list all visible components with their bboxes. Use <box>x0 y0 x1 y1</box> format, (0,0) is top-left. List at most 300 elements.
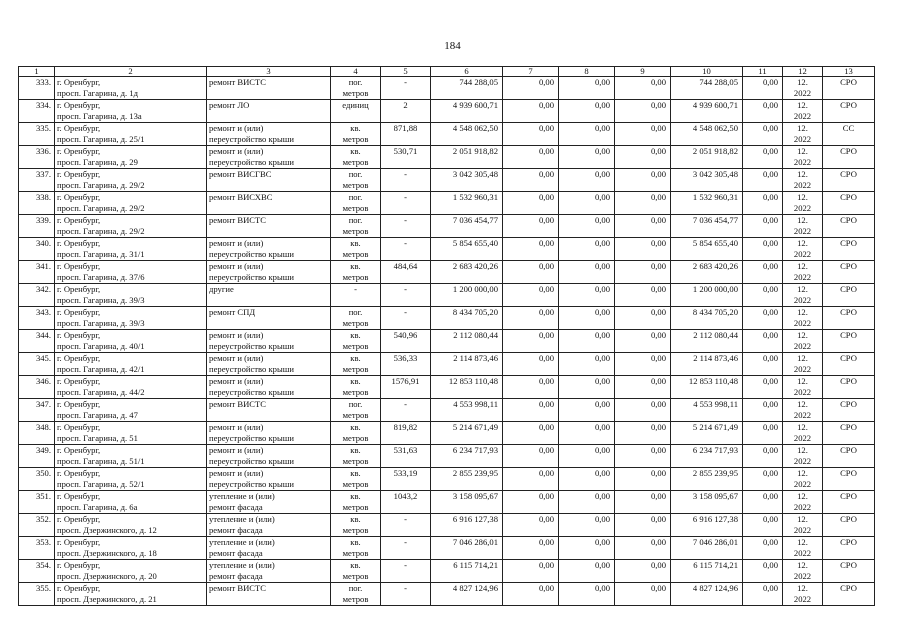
col7-cell <box>503 169 559 192</box>
work-type-line2: переустройство крыши <box>209 433 294 443</box>
unit-line1: - <box>354 284 357 294</box>
row-number-text: 355. <box>35 583 51 593</box>
col7-value: 0,00 <box>538 514 554 524</box>
address-street: просп. Дзержинского, д. 21 <box>57 594 157 604</box>
col7-value: 0,00 <box>538 491 554 501</box>
address-street: просп. Гагарина, д. 44/2 <box>57 387 145 397</box>
row-number-text: 340. <box>35 238 51 248</box>
col11-cell <box>743 215 783 238</box>
unit-line2: метров <box>342 525 369 535</box>
col7-cell <box>503 422 559 445</box>
address-cell <box>55 422 207 445</box>
funding-source-value: СС <box>842 123 855 133</box>
funding-source-cell <box>823 422 875 445</box>
deadline-month: 12. <box>797 307 808 317</box>
funding-source-cell <box>823 146 875 169</box>
col11-cell <box>743 192 783 215</box>
col11-value: 0,00 <box>762 491 778 501</box>
col8-value: 0,00 <box>594 307 610 317</box>
deadline-month: 12. <box>797 514 808 524</box>
column-header-7: 7 <box>503 67 559 77</box>
unit-cell <box>331 514 381 537</box>
quantity-cell <box>381 353 431 376</box>
work-type-line2: ремонт фасада <box>209 525 263 535</box>
row-number-text: 353. <box>35 537 51 547</box>
deadline-year: 2022 <box>793 525 812 535</box>
col10-value: 744 288,05 <box>699 77 738 87</box>
address-street: просп. Гагарина, д. 42/1 <box>57 364 145 374</box>
total-cost-cell <box>431 215 503 238</box>
unit-line2: метров <box>342 479 369 489</box>
deadline-month: 12. <box>797 583 808 593</box>
deadline-cell <box>783 146 823 169</box>
table-row <box>19 514 875 537</box>
col7-value: 0,00 <box>538 192 554 202</box>
unit-cell <box>331 77 381 100</box>
col9-value: 0,00 <box>650 261 666 271</box>
row-number-text: 345. <box>35 353 51 363</box>
quantity-value: - <box>404 537 407 547</box>
work-type-line1: утепление и (или) <box>209 537 275 547</box>
unit-cell <box>331 422 381 445</box>
quantity-cell <box>381 330 431 353</box>
col10-value: 2 683 420,26 <box>692 261 738 271</box>
col7-cell <box>503 445 559 468</box>
funding-source-value: СРО <box>840 77 857 87</box>
unit-line2: метров <box>342 410 369 420</box>
address-city: г. Оренбург, <box>57 307 101 317</box>
row-number-text: 338. <box>35 192 51 202</box>
quantity-value: - <box>404 238 407 248</box>
quantity-cell <box>381 537 431 560</box>
address-cell <box>55 468 207 491</box>
col10-cell <box>671 100 743 123</box>
funding-source-value: СРО <box>840 537 857 547</box>
funding-source-cell <box>823 307 875 330</box>
deadline-cell <box>783 376 823 399</box>
table-row <box>19 238 875 261</box>
quantity-cell <box>381 560 431 583</box>
deadline-cell <box>783 123 823 146</box>
work-type-cell <box>207 399 331 422</box>
deadline-cell <box>783 353 823 376</box>
unit-line2: метров <box>342 88 369 98</box>
col8-value: 0,00 <box>594 100 610 110</box>
row-number-text: 336. <box>35 146 51 156</box>
quantity-value: - <box>404 307 407 317</box>
repair-program-table <box>18 66 875 606</box>
quantity-cell <box>381 77 431 100</box>
col9-cell <box>615 100 671 123</box>
col11-value: 0,00 <box>762 307 778 317</box>
col10-cell <box>671 215 743 238</box>
address-cell <box>55 100 207 123</box>
col8-value: 0,00 <box>594 491 610 501</box>
unit-cell <box>331 583 381 606</box>
col10-cell <box>671 422 743 445</box>
col10-cell <box>671 123 743 146</box>
col8-cell <box>559 399 615 422</box>
col11-cell <box>743 261 783 284</box>
row-number <box>19 376 55 399</box>
address-city: г. Оренбург, <box>57 123 101 133</box>
col10-value: 2 051 918,82 <box>692 146 738 156</box>
col10-value: 5 854 655,40 <box>692 238 738 248</box>
col11-value: 0,00 <box>762 261 778 271</box>
col7-cell <box>503 468 559 491</box>
col7-value: 0,00 <box>538 100 554 110</box>
total-cost-value: 6 916 127,38 <box>452 514 498 524</box>
unit-cell <box>331 468 381 491</box>
col9-cell <box>615 169 671 192</box>
unit-cell <box>331 307 381 330</box>
unit-line1: кв. <box>350 445 361 455</box>
quantity-cell <box>381 491 431 514</box>
deadline-year: 2022 <box>793 341 812 351</box>
col7-cell <box>503 583 559 606</box>
col9-cell <box>615 307 671 330</box>
unit-cell <box>331 123 381 146</box>
deadline-month: 12. <box>797 146 808 156</box>
col7-cell <box>503 353 559 376</box>
col9-cell <box>615 583 671 606</box>
unit-cell <box>331 238 381 261</box>
deadline-cell <box>783 307 823 330</box>
quantity-value: 1043,2 <box>393 491 418 501</box>
col9-value: 0,00 <box>650 537 666 547</box>
address-street: просп. Гагарина, д. 51/1 <box>57 456 145 466</box>
col7-cell <box>503 491 559 514</box>
col10-cell <box>671 307 743 330</box>
row-number <box>19 146 55 169</box>
total-cost-value: 1 532 960,31 <box>452 192 498 202</box>
col10-cell <box>671 353 743 376</box>
row-number <box>19 238 55 261</box>
deadline-year: 2022 <box>793 387 812 397</box>
col10-value: 2 114 873,46 <box>693 353 738 363</box>
col7-value: 0,00 <box>538 330 554 340</box>
work-type-cell <box>207 146 331 169</box>
funding-source-value: СРО <box>840 330 857 340</box>
row-number-text: 337. <box>35 169 51 179</box>
table-row <box>19 330 875 353</box>
work-type-line1: ремонт ЛО <box>209 100 250 110</box>
deadline-month: 12. <box>797 445 808 455</box>
address-cell <box>55 583 207 606</box>
column-header-6: 6 <box>431 67 503 77</box>
address-city: г. Оренбург, <box>57 261 101 271</box>
deadline-year: 2022 <box>793 180 812 190</box>
row-number <box>19 330 55 353</box>
total-cost-cell <box>431 514 503 537</box>
col8-value: 0,00 <box>594 169 610 179</box>
quantity-value: 819,82 <box>393 422 418 432</box>
work-type-line1: другие <box>209 284 234 294</box>
col9-value: 0,00 <box>650 307 666 317</box>
col8-cell <box>559 146 615 169</box>
address-street: просп. Гагарина, д. 25/1 <box>57 134 145 144</box>
col10-cell <box>671 238 743 261</box>
table-row <box>19 192 875 215</box>
col11-value: 0,00 <box>762 100 778 110</box>
col9-cell <box>615 146 671 169</box>
work-type-line1: ремонт и (или) <box>209 238 264 248</box>
col9-value: 0,00 <box>650 238 666 248</box>
col7-cell <box>503 307 559 330</box>
deadline-month: 12. <box>797 261 808 271</box>
col10-cell <box>671 560 743 583</box>
col8-value: 0,00 <box>594 261 610 271</box>
address-city: г. Оренбург, <box>57 215 101 225</box>
quantity-cell <box>381 146 431 169</box>
funding-source-value: СРО <box>840 445 857 455</box>
address-street: просп. Гагарина, д. 40/1 <box>57 341 145 351</box>
col8-cell <box>559 491 615 514</box>
deadline-year: 2022 <box>793 88 812 98</box>
col11-cell <box>743 376 783 399</box>
deadline-cell <box>783 399 823 422</box>
work-type-cell <box>207 215 331 238</box>
work-type-cell <box>207 422 331 445</box>
col10-cell <box>671 146 743 169</box>
work-type-line1: ремонт ВИСТС <box>209 399 267 409</box>
total-cost-value: 4 939 600,71 <box>452 100 498 110</box>
row-number-text: 348. <box>35 422 51 432</box>
col11-value: 0,00 <box>762 445 778 455</box>
funding-source-cell <box>823 238 875 261</box>
col11-cell <box>743 399 783 422</box>
row-number <box>19 514 55 537</box>
table-row <box>19 422 875 445</box>
col8-cell <box>559 468 615 491</box>
col8-value: 0,00 <box>594 376 610 386</box>
quantity-cell <box>381 215 431 238</box>
quantity-value: - <box>404 169 407 179</box>
unit-line2: метров <box>342 571 369 581</box>
row-number <box>19 583 55 606</box>
col7-cell <box>503 123 559 146</box>
unit-line1: кв. <box>350 537 361 547</box>
col8-cell <box>559 215 615 238</box>
unit-line1: кв. <box>350 238 361 248</box>
quantity-cell <box>381 169 431 192</box>
total-cost-cell <box>431 261 503 284</box>
quantity-value: - <box>404 192 407 202</box>
col9-value: 0,00 <box>650 560 666 570</box>
col9-value: 0,00 <box>650 353 666 363</box>
col8-cell <box>559 238 615 261</box>
col9-value: 0,00 <box>650 123 666 133</box>
col8-value: 0,00 <box>594 284 610 294</box>
quantity-cell <box>381 445 431 468</box>
col11-cell <box>743 445 783 468</box>
funding-source-value: СРО <box>840 376 857 386</box>
col10-cell <box>671 468 743 491</box>
total-cost-value: 2 051 918,82 <box>452 146 498 156</box>
col8-cell <box>559 422 615 445</box>
row-number-text: 354. <box>35 560 51 570</box>
total-cost-value: 3 042 305,48 <box>452 169 498 179</box>
address-city: г. Оренбург, <box>57 169 101 179</box>
row-number <box>19 169 55 192</box>
deadline-year: 2022 <box>793 203 812 213</box>
col10-value: 3 158 095,67 <box>692 491 738 501</box>
unit-line1: пог. <box>348 169 363 179</box>
deadline-cell <box>783 284 823 307</box>
column-header-11: 11 <box>743 67 783 77</box>
address-cell <box>55 330 207 353</box>
col10-cell <box>671 192 743 215</box>
unit-line1: пог. <box>348 583 363 593</box>
col9-value: 0,00 <box>650 399 666 409</box>
unit-line1: пог. <box>348 215 363 225</box>
funding-source-value: СРО <box>840 169 857 179</box>
col10-value: 1 532 960,31 <box>692 192 738 202</box>
table-row <box>19 100 875 123</box>
deadline-year: 2022 <box>793 226 812 236</box>
unit-line2: метров <box>342 548 369 558</box>
address-street: просп. Гагарина, д. 47 <box>57 410 138 420</box>
unit-cell <box>331 560 381 583</box>
col10-value: 4 939 600,71 <box>692 100 738 110</box>
col11-value: 0,00 <box>762 215 778 225</box>
col8-cell <box>559 330 615 353</box>
work-type-line1: ремонт и (или) <box>209 353 264 363</box>
address-city: г. Оренбург, <box>57 422 101 432</box>
unit-line1: пог. <box>348 77 363 87</box>
work-type-line1: ремонт и (или) <box>209 123 264 133</box>
address-cell <box>55 284 207 307</box>
funding-source-value: СРО <box>840 100 857 110</box>
col8-cell <box>559 123 615 146</box>
col9-value: 0,00 <box>650 445 666 455</box>
unit-line2: метров <box>342 594 369 604</box>
quantity-value: - <box>404 514 407 524</box>
col8-value: 0,00 <box>594 215 610 225</box>
total-cost-value: 6 234 717,93 <box>452 445 498 455</box>
work-type-line1: утепление и (или) <box>209 491 275 501</box>
work-type-line2: ремонт фасада <box>209 502 263 512</box>
column-header-5: 5 <box>381 67 431 77</box>
table-row <box>19 146 875 169</box>
address-street: просп. Гагарина, д. 29/2 <box>57 180 145 190</box>
deadline-cell <box>783 169 823 192</box>
col8-value: 0,00 <box>594 514 610 524</box>
funding-source-value: СРО <box>840 353 857 363</box>
funding-source-value: СРО <box>840 307 857 317</box>
unit-line1: кв. <box>350 376 361 386</box>
work-type-line2: переустройство крыши <box>209 341 294 351</box>
work-type-line2: ремонт фасада <box>209 571 263 581</box>
row-number-text: 347. <box>35 399 51 409</box>
deadline-cell <box>783 422 823 445</box>
col7-value: 0,00 <box>538 537 554 547</box>
work-type-line1: ремонт и (или) <box>209 376 264 386</box>
row-number <box>19 192 55 215</box>
unit-cell <box>331 215 381 238</box>
col10-value: 3 042 305,48 <box>692 169 738 179</box>
work-type-cell <box>207 330 331 353</box>
col9-value: 0,00 <box>650 422 666 432</box>
quantity-value: 871,88 <box>393 123 418 133</box>
col11-value: 0,00 <box>762 376 778 386</box>
deadline-month: 12. <box>797 330 808 340</box>
col8-value: 0,00 <box>594 123 610 133</box>
address-city: г. Оренбург, <box>57 330 101 340</box>
deadline-year: 2022 <box>793 594 812 604</box>
row-number-text: 352. <box>35 514 51 524</box>
table-row <box>19 123 875 146</box>
address-city: г. Оренбург, <box>57 491 101 501</box>
total-cost-value: 7 046 286,01 <box>452 537 498 547</box>
col8-cell <box>559 261 615 284</box>
col9-value: 0,00 <box>650 192 666 202</box>
unit-cell <box>331 330 381 353</box>
col7-cell <box>503 215 559 238</box>
col9-value: 0,00 <box>650 77 666 87</box>
work-type-line1: утепление и (или) <box>209 514 275 524</box>
work-type-line1: ремонт и (или) <box>209 468 264 478</box>
deadline-month: 12. <box>797 399 808 409</box>
col8-value: 0,00 <box>594 238 610 248</box>
col10-value: 12 853 110,48 <box>688 376 738 386</box>
deadline-year: 2022 <box>793 295 812 305</box>
work-type-line2: переустройство крыши <box>209 456 294 466</box>
funding-source-cell <box>823 100 875 123</box>
work-type-line1: ремонт ВИСГВС <box>209 169 272 179</box>
col10-value: 2 112 080,44 <box>693 330 738 340</box>
address-cell <box>55 77 207 100</box>
total-cost-cell <box>431 100 503 123</box>
unit-line1: кв. <box>350 491 361 501</box>
unit-line1: кв. <box>350 353 361 363</box>
total-cost-cell <box>431 468 503 491</box>
funding-source-value: СРО <box>840 215 857 225</box>
address-street: просп. Гагарина, д. 51 <box>57 433 138 443</box>
col10-cell <box>671 399 743 422</box>
total-cost-value: 8 434 705,20 <box>452 307 498 317</box>
funding-source-cell <box>823 353 875 376</box>
funding-source-cell <box>823 192 875 215</box>
col7-cell <box>503 192 559 215</box>
deadline-year: 2022 <box>793 364 812 374</box>
total-cost-cell <box>431 238 503 261</box>
work-type-cell <box>207 445 331 468</box>
col8-value: 0,00 <box>594 146 610 156</box>
funding-source-value: СРО <box>840 468 857 478</box>
address-city: г. Оренбург, <box>57 560 101 570</box>
unit-cell <box>331 146 381 169</box>
work-type-cell <box>207 238 331 261</box>
unit-cell <box>331 353 381 376</box>
deadline-month: 12. <box>797 215 808 225</box>
total-cost-value: 1 200 000,00 <box>452 284 498 294</box>
address-street: просп. Гагарина, д. 29/2 <box>57 226 145 236</box>
work-type-cell <box>207 307 331 330</box>
row-number-text: 349. <box>35 445 51 455</box>
funding-source-value: СРО <box>840 422 857 432</box>
col9-value: 0,00 <box>650 146 666 156</box>
total-cost-value: 744 288,05 <box>459 77 498 87</box>
table-row <box>19 169 875 192</box>
address-cell <box>55 537 207 560</box>
row-number-text: 341. <box>35 261 51 271</box>
address-city: г. Оренбург, <box>57 238 101 248</box>
col9-cell <box>615 261 671 284</box>
col10-value: 8 434 705,20 <box>692 307 738 317</box>
col7-value: 0,00 <box>538 468 554 478</box>
address-cell <box>55 169 207 192</box>
